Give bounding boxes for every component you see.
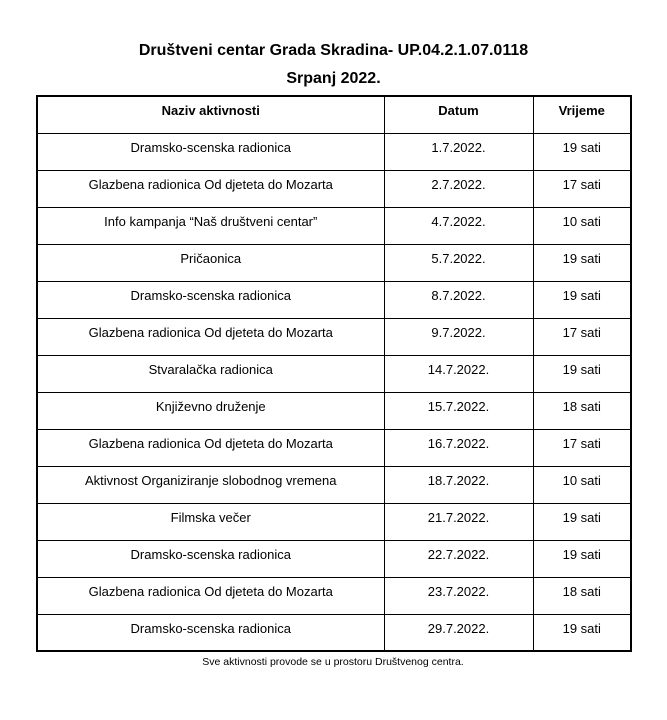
cell-date: 1.7.2022. [384, 133, 533, 170]
cell-time: 19 sati [533, 503, 631, 540]
cell-activity: Info kampanja “Naš društveni centar” [37, 207, 384, 244]
cell-activity: Glazbena radionica Od djeteta do Mozarta [37, 170, 384, 207]
cell-date: 18.7.2022. [384, 466, 533, 503]
table-row [37, 355, 631, 392]
cell-date: 22.7.2022. [384, 540, 533, 577]
footer-note: Sve aktivnosti provode se u prostoru Društvenog centra. [202, 656, 464, 668]
cell-time: 19 sati [533, 281, 631, 318]
cell-activity: Stvaralačka radionica [37, 355, 384, 392]
table-row [37, 281, 631, 318]
document-title: Društveni centar Grada Skradina- UP.04.2.1.07.0118 [138, 42, 529, 59]
cell-activity: Dramsko-scenska radionica [37, 281, 384, 318]
cell-activity: Književno druženje [37, 392, 384, 429]
cell-time: 19 sati [533, 355, 631, 392]
cell-date: 8.7.2022. [384, 281, 533, 318]
column-header-time: Vrijeme [533, 96, 631, 133]
cell-activity: Dramsko-scenska radionica [37, 614, 384, 651]
table-row [37, 540, 631, 577]
cell-time: 17 sati [533, 318, 631, 355]
table-row [37, 207, 631, 244]
table-row [37, 170, 631, 207]
table-row [37, 503, 631, 540]
cell-activity: Filmska večer [37, 503, 384, 540]
cell-date: 16.7.2022. [384, 429, 533, 466]
document-subtitle: Srpanj 2022. [286, 70, 381, 87]
column-header-date: Datum [384, 96, 533, 133]
cell-time: 19 sati [533, 614, 631, 651]
cell-date: 23.7.2022. [384, 577, 533, 614]
cell-date: 4.7.2022. [384, 207, 533, 244]
cell-date: 21.7.2022. [384, 503, 533, 540]
cell-time: 17 sati [533, 429, 631, 466]
cell-time: 10 sati [533, 207, 631, 244]
cell-date: 14.7.2022. [384, 355, 533, 392]
table-row [37, 318, 631, 355]
cell-activity: Glazbena radionica Od djeteta do Mozarta [37, 429, 384, 466]
cell-activity: Dramsko-scenska radionica [37, 133, 384, 170]
cell-activity: Pričaonica [37, 244, 384, 281]
table-row [37, 614, 631, 651]
table-row [37, 133, 631, 170]
cell-date: 2.7.2022. [384, 170, 533, 207]
schedule-table-body [37, 133, 631, 651]
cell-time: 19 sati [533, 244, 631, 281]
table-header-row [37, 96, 631, 133]
cell-date: 15.7.2022. [384, 392, 533, 429]
cell-activity: Dramsko-scenska radionica [37, 540, 384, 577]
title-block [0, 0, 667, 88]
cell-activity: Aktivnost Organiziranje slobodnog vremena [37, 466, 384, 503]
activity-schedule-table [36, 95, 632, 652]
table-row [37, 392, 631, 429]
cell-time: 10 sati [533, 466, 631, 503]
table-row [37, 244, 631, 281]
cell-time: 18 sati [533, 392, 631, 429]
cell-activity: Glazbena radionica Od djeteta do Mozarta [37, 318, 384, 355]
cell-time: 19 sati [533, 540, 631, 577]
table-row [37, 429, 631, 466]
table-row [37, 466, 631, 503]
cell-time: 18 sati [533, 577, 631, 614]
cell-date: 9.7.2022. [384, 318, 533, 355]
cell-date: 5.7.2022. [384, 244, 533, 281]
column-header-activity: Naziv aktivnosti [37, 96, 384, 133]
cell-time: 17 sati [533, 170, 631, 207]
table-row [37, 577, 631, 614]
cell-activity: Glazbena radionica Od djeteta do Mozarta [37, 577, 384, 614]
cell-time: 19 sati [533, 133, 631, 170]
cell-date: 29.7.2022. [384, 614, 533, 651]
